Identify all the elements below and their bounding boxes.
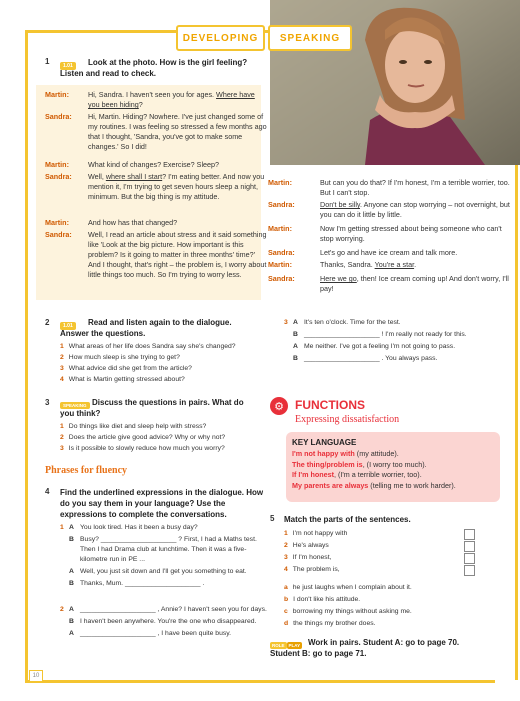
item-text: Does the article give good advice? Why or why not? [68,434,226,441]
item-text: he just laughs when I complain about it. [292,584,412,591]
exercise-5-number: 5 [270,514,275,523]
underlined-expression: Where have you been hiding [88,90,255,109]
speaker-letter: A [69,568,74,575]
list-item [60,432,275,443]
list-item [284,594,494,606]
conversation-text: I haven't been anywhere. You're the one who disappeared. [80,618,257,625]
speaker-letter: B [293,331,298,338]
item-text: What is Martin getting stressed about? [68,376,185,383]
dialogue-text [88,230,268,280]
play-badge: PLAY [288,643,301,649]
exercise-4-instruction: Find the underlined expressions in the dialogue. How do you say them in your language? Use the expressions to complete the conversations. [60,488,264,519]
speaker-letter: B [69,580,74,587]
exercise-2-questions [60,341,270,385]
speaker-letter: B [69,536,74,543]
dialogue-text-post: , then! Ice cream coming up! And don't worry, I'll pay! [320,274,509,293]
exercise-6-instruction: Work in pairs. Student A: go to page 70. Student B: go to page 71. [270,638,460,658]
conversation-line [60,535,270,565]
list-item [60,421,275,432]
dialogue-text-post: . [414,260,417,269]
speaker-letter: A [293,343,298,350]
dialogue-text-pre: Now I'm getting stressed about being someone who can't stop worrying. [320,224,502,243]
gear-icon: ⚙ [270,397,288,415]
speaker-name: Martin: [45,90,69,99]
speaker-letter: A [293,319,298,326]
conversation-text: ____________________ , I have been quite busy. [80,630,232,637]
item-text: What advice did she get from the article? [68,365,192,372]
conversation-line [60,523,270,533]
list-item [60,443,275,454]
list-item [284,582,494,594]
list-item [284,564,484,576]
conversation-1 [60,523,270,591]
dialogue-text-pre: And how has that changed? [88,218,178,227]
item-number: b [284,596,289,603]
dialogue-text-post: . Anyone can stop worrying – not overnight, but you can do it little by little. [320,200,510,219]
exercise-1-number: 1 [45,57,50,66]
dialogue-text [320,248,510,258]
conversation-line [60,617,270,627]
list-item [60,341,270,352]
speaking-badge: SPEAKING [60,402,90,409]
speaker-letter: A [69,630,74,637]
match-checkbox-1[interactable] [464,529,475,540]
speaker-name: Martin: [268,224,292,233]
item-text: I'm not happy with [292,530,348,537]
exercise-2-instruction: Read and listen again to the dialogue. Answer the questions. [60,318,232,338]
dialogue-text [320,260,510,270]
functions-title: FUNCTIONS [295,398,365,412]
functions-subtitle: Expressing dissatisfaction [295,414,400,425]
list-item [60,374,270,385]
conversation-text: Me neither. I've got a feeling I'm not going to pass. [304,343,456,350]
phrases-heading: Phrases for fluency [45,465,128,476]
dialogue-text-post: ? I'm eating better. And now you mention it, I'm trying to get seven hours sleep a night, minimum. But the big thing is my attitude. [88,172,265,201]
dialogue-text-pre: Hi, Sandra. I haven't seen you for ages. [88,90,217,99]
key-phrase: The thing/problem is [292,459,363,469]
match-checkbox-4[interactable] [464,565,475,576]
role-badge: ROLE [272,643,285,649]
conversation-line [60,605,270,615]
conversation-text: Well, you just sit down and I'll get you something to eat. [80,568,247,575]
dialogue-text [320,178,510,198]
page-border-right [515,160,518,680]
key-language-title: KEY LANGUAGE [292,438,357,447]
key-phrase: I'm not happy with [292,449,355,458]
key-language-box [286,432,500,502]
exercise-3-instruction: Discuss the questions in pairs. What do you think? [60,398,244,418]
item-number: 2 [60,434,64,441]
dialogue-text [88,112,268,152]
audio-track-label: 1.01 [60,62,76,70]
underlined-expression: Don't be silly [320,200,360,209]
item-text: How much sleep is she trying to get? [68,354,180,361]
dialogue-text-pre: Thanks, Sandra. [320,260,375,269]
speaker-letter: A [69,524,74,531]
underlined-expression: You're a star [374,260,415,269]
list-item [284,606,494,618]
item-number: 3 [284,319,288,326]
item-text: I don't like his attitude. [293,596,361,603]
conversation-line [284,330,484,340]
conversation-3 [284,318,484,366]
speaker-letter: B [69,618,74,625]
item-number: d [284,620,289,627]
speaker-name: Sandra: [45,230,72,239]
list-item [284,528,484,540]
dialogue-text [320,274,510,294]
page-border-bottom [25,680,495,683]
item-number: 1 [284,530,288,537]
exercise-2-number: 2 [45,318,50,327]
match-checkbox-3[interactable] [464,553,475,564]
list-item [284,618,494,630]
conversation-line [60,629,270,639]
list-item [284,552,484,564]
key-example: (my attitude). [354,449,399,458]
dialogue-text-pre: Let's go and have ice cream and talk more. [320,248,458,257]
dialogue-text [88,160,268,170]
exercise-3-questions [60,421,275,454]
item-number: 3 [60,365,64,372]
exercise-3-number: 3 [45,398,50,407]
item-text: borrowing my things without asking me. [292,608,412,615]
item-text: Is it possible to slowly reduce how much you worry? [68,445,225,452]
conversation-text: ____________________ , Annie? I haven't seen you for days. [80,606,267,613]
item-number: 1 [60,423,64,430]
dialogue-text-pre: What kind of changes? Exercise? Sleep? [88,160,220,169]
key-language-line [292,449,497,460]
item-number: c [284,608,288,615]
dialogue-text-post: ? [138,100,143,109]
exercise-1-instruction: Look at the photo. How is the girl feeling? Listen and read to check. [60,58,248,78]
conversation-text: ____________________ . You always pass. [304,355,438,362]
key-language-line [292,470,497,481]
item-text: The problem is, [292,566,340,573]
key-example: , (I worry too much). [362,459,427,469]
conversation-text: Thanks, Mum. ____________________ . [80,580,205,587]
dialogue-text [320,200,510,220]
speaker-name: Sandra: [268,248,295,257]
item-number: 1 [60,524,64,531]
dialogue-text [320,224,510,244]
conversation-line [60,567,270,577]
list-item [284,540,484,552]
key-example: , (I'm a terrible worrier, too). [334,470,422,479]
speaker-name: Martin: [268,178,292,187]
dialogue-text-pre: Well, [88,172,106,181]
item-number: a [284,584,288,591]
conversation-line [60,579,270,589]
dialogue-text [88,90,268,110]
speaker-name: Sandra: [268,200,295,209]
key-phrase: My parents are always [292,480,369,490]
speaker-letter: A [69,606,74,613]
speaker-name: Martin: [268,260,292,269]
conversation-text: ____________________ ! I'm really not ready for this. [304,331,467,338]
list-item [60,352,270,363]
speaker-name: Sandra: [268,274,295,283]
exercise-5-right [284,582,494,630]
dialogue-text-pre: Well, I read an article about stress and it said something like 'Look at the big picture. How important is this problem? Is it going to matter in three months' time?' And I thought, that's right – the problem is, I worry about little things too much. So I'm trying to worry less. [88,230,267,279]
item-number: 3 [284,554,288,561]
tab-developing: DEVELOPING [176,25,265,51]
conversation-line [284,318,484,328]
dialogue-text-pre: Hi, Martin. Hiding? Nowhere. I've just changed some of my routines. I was feeling so stressed a few months ago that I thought, 'Sandra, you've got to make some changes.' So I did! [88,112,267,151]
tab-speaking: SPEAKING [268,25,352,51]
dialogue-text [88,172,268,202]
item-number: 2 [284,542,288,549]
item-text: He's always [292,542,329,549]
exercise-5-left [284,528,484,576]
item-text: What areas of her life does Sandra say she's changed? [68,343,236,350]
conversation-text: You look tired. Has it been a busy day? [80,524,198,531]
speaker-name: Martin: [45,218,69,227]
key-language-line [292,481,497,492]
key-language-lines [292,449,497,491]
conversation-text: It's ten o'clock. Time for the test. [304,319,401,326]
item-text: Do things like diet and sleep help with stress? [68,423,207,430]
item-number: 2 [60,606,64,613]
page-border-left [25,30,28,680]
item-text: If I'm honest, [292,554,332,561]
item-number: 4 [60,376,64,383]
key-example: (telling me to work harder). [368,480,456,490]
conversation-line [284,354,484,364]
page-number: 10 [29,670,43,682]
item-number: 4 [284,566,288,573]
item-number: 2 [60,354,64,361]
key-language-line [292,460,497,471]
list-item [60,363,270,374]
conversation-text: Busy? ____________________ ? First, I had a Maths test. Then I had Drama club at lunchtime. Then it was a five-kilometre run in PE ... [80,536,257,563]
audio-track-label: 1.01 [60,322,76,330]
item-number: 1 [60,343,64,350]
match-checkbox-2[interactable] [464,541,475,552]
speaker-letter: B [293,355,298,362]
underlined-expression: Here we go [320,274,357,283]
key-phrase: If I'm honest [292,470,335,479]
item-text: the things my brother does. [293,620,376,627]
underlined-expression: where shall I start [105,172,163,181]
item-number: 3 [60,445,64,452]
exercise-4-number: 4 [45,487,50,496]
conversation-line [284,342,484,352]
conversation-2 [60,605,270,641]
exercise-5-instruction: Match the parts of the sentences. [284,515,411,524]
dialogue-text [88,218,268,228]
dialogue-text-pre: But can you do that? If I'm honest, I'm a terrible worrier, too. But I can't stop. [320,178,510,197]
speaker-name: Sandra: [45,172,72,181]
speaker-name: Martin: [45,160,69,169]
speaker-name: Sandra: [45,112,72,121]
